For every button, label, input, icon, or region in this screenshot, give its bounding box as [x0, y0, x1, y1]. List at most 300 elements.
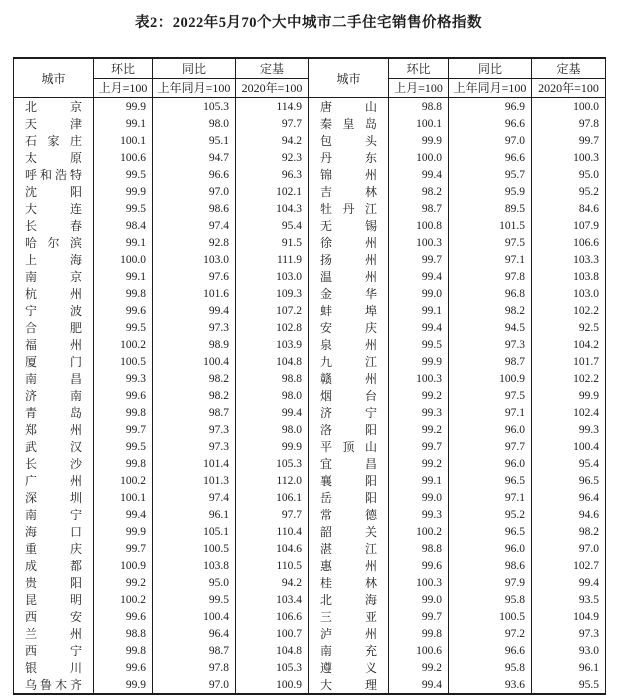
- city-name-cell: [14, 659, 94, 676]
- index-value-cell: 97.2: [449, 625, 532, 642]
- table-row: [14, 642, 606, 659]
- table-row: [14, 659, 606, 676]
- city-name: 赣州: [320, 372, 377, 386]
- city-name: 秦皇岛: [320, 117, 377, 131]
- city-name: 蚌埠: [320, 304, 377, 318]
- index-value-cell: 99.3: [389, 506, 449, 523]
- header-fixed-base-right: 2020年=100: [532, 78, 606, 98]
- city-name-cell: [309, 353, 389, 370]
- city-name: 合肥: [25, 321, 82, 335]
- city-name: 泉州: [320, 338, 377, 352]
- index-value-cell: 97.1: [449, 251, 532, 268]
- city-name-cell: [309, 251, 389, 268]
- header-fixed-right: 定基: [532, 58, 606, 78]
- index-value-cell: 99.3: [532, 421, 606, 438]
- index-value-cell: 98.8: [236, 370, 309, 387]
- city-name: 兰州: [25, 627, 82, 641]
- index-value-cell: 95.7: [449, 166, 532, 183]
- city-name-cell: [309, 642, 389, 659]
- city-name: 北海: [320, 593, 377, 607]
- index-value-cell: 114.9: [236, 98, 309, 116]
- index-value-cell: 99.0: [389, 489, 449, 506]
- city-name-cell: [14, 455, 94, 472]
- index-value-cell: 100.0: [94, 251, 153, 268]
- index-value-cell: 100.3: [532, 149, 606, 166]
- index-value-cell: 100.4: [532, 438, 606, 455]
- index-value-cell: 99.2: [389, 387, 449, 404]
- header-yoy-right: 同比: [449, 58, 532, 78]
- index-value-cell: 101.4: [153, 455, 236, 472]
- index-value-cell: 99.8: [389, 625, 449, 642]
- index-value-cell: 97.7: [449, 438, 532, 455]
- city-name-cell: [14, 217, 94, 234]
- index-value-cell: 96.4: [532, 489, 606, 506]
- table-row: [14, 591, 606, 608]
- index-value-cell: 99.9: [389, 132, 449, 149]
- index-value-cell: 96.5: [449, 523, 532, 540]
- index-value-cell: 106.6: [236, 608, 309, 625]
- index-value-cell: 105.3: [236, 659, 309, 676]
- index-value-cell: 104.2: [532, 336, 606, 353]
- index-value-cell: 93.0: [532, 642, 606, 659]
- index-value-cell: 102.7: [532, 557, 606, 574]
- city-name-cell: [14, 200, 94, 217]
- city-name: 包头: [320, 134, 377, 148]
- table-row: [14, 455, 606, 472]
- city-name-cell: [14, 642, 94, 659]
- index-value-cell: 97.3: [153, 438, 236, 455]
- table-row: [14, 319, 606, 336]
- index-value-cell: 100.2: [94, 336, 153, 353]
- city-name: 杭州: [25, 287, 82, 301]
- table-row: [14, 234, 606, 251]
- index-value-cell: 98.2: [153, 387, 236, 404]
- header-yoy-base-left: 上年同月=100: [153, 78, 236, 98]
- index-value-cell: 99.3: [94, 370, 153, 387]
- city-name: 温州: [320, 270, 377, 284]
- city-name-cell: [309, 132, 389, 149]
- index-value-cell: 97.3: [532, 625, 606, 642]
- index-value-cell: 98.6: [449, 557, 532, 574]
- city-name-cell: [14, 370, 94, 387]
- city-name-cell: [309, 472, 389, 489]
- index-value-cell: 91.5: [236, 234, 309, 251]
- index-value-cell: 104.8: [236, 642, 309, 659]
- city-name-cell: [14, 523, 94, 540]
- city-name: 西宁: [25, 644, 82, 658]
- index-value-cell: 101.5: [449, 217, 532, 234]
- index-value-cell: 99.1: [94, 115, 153, 132]
- index-value-cell: 99.5: [153, 591, 236, 608]
- city-name: 唐山: [320, 100, 377, 114]
- index-value-cell: 99.6: [94, 608, 153, 625]
- index-value-cell: 84.6: [532, 200, 606, 217]
- table-row: [14, 489, 606, 506]
- index-value-cell: 95.4: [532, 455, 606, 472]
- index-value-cell: 99.2: [389, 455, 449, 472]
- table-row: [14, 98, 606, 116]
- city-name: 大理: [320, 678, 377, 692]
- city-name: 常德: [320, 508, 377, 522]
- index-value-cell: 100.5: [449, 608, 532, 625]
- city-name-cell: [309, 659, 389, 676]
- city-name-cell: [14, 540, 94, 557]
- index-value-cell: 99.8: [94, 285, 153, 302]
- index-value-cell: 103.9: [236, 336, 309, 353]
- table-row: [14, 268, 606, 285]
- city-name: 南昌: [25, 372, 82, 386]
- index-value-cell: 99.9: [94, 98, 153, 116]
- table-row: [14, 574, 606, 591]
- table-row: [14, 336, 606, 353]
- city-name-cell: [14, 251, 94, 268]
- table-row: [14, 625, 606, 642]
- index-value-cell: 96.1: [532, 659, 606, 676]
- city-name: 上海: [25, 253, 82, 267]
- city-name-cell: [14, 472, 94, 489]
- index-value-cell: 99.7: [94, 540, 153, 557]
- index-value-cell: 99.4: [236, 404, 309, 421]
- index-value-cell: 99.0: [389, 591, 449, 608]
- index-value-cell: 97.0: [449, 132, 532, 149]
- index-value-cell: 100.0: [532, 98, 606, 116]
- table-body: [14, 98, 606, 695]
- index-value-cell: 97.9: [449, 574, 532, 591]
- index-value-cell: 96.5: [532, 472, 606, 489]
- index-value-cell: 103.4: [236, 591, 309, 608]
- city-name: 南宁: [25, 508, 82, 522]
- city-name: 乌鲁木齐: [25, 678, 82, 692]
- index-value-cell: 97.7: [236, 506, 309, 523]
- city-name-cell: [309, 115, 389, 132]
- city-name: 遵义: [320, 661, 377, 675]
- index-value-cell: 98.4: [94, 217, 153, 234]
- header-mom-right: 环比: [389, 58, 449, 78]
- index-value-cell: 102.1: [236, 183, 309, 200]
- index-value-cell: 99.4: [153, 302, 236, 319]
- city-name-cell: [309, 217, 389, 234]
- index-value-cell: 97.5: [449, 387, 532, 404]
- index-value-cell: 99.0: [389, 285, 449, 302]
- index-value-cell: 98.7: [389, 200, 449, 217]
- index-value-cell: 100.9: [449, 370, 532, 387]
- city-name-cell: [14, 608, 94, 625]
- index-value-cell: 95.2: [449, 506, 532, 523]
- table-row: [14, 404, 606, 421]
- table-row: [14, 370, 606, 387]
- index-value-cell: 98.0: [153, 115, 236, 132]
- city-name-cell: [309, 438, 389, 455]
- city-name: 沈阳: [25, 185, 82, 199]
- index-value-cell: 99.6: [94, 387, 153, 404]
- header-fixed-base-left: 2020年=100: [236, 78, 309, 98]
- index-value-cell: 99.9: [389, 353, 449, 370]
- index-value-cell: 102.2: [532, 370, 606, 387]
- city-name: 九江: [320, 355, 377, 369]
- city-name: 吉林: [320, 185, 377, 199]
- index-value-cell: 96.9: [449, 98, 532, 116]
- index-value-cell: 99.2: [389, 421, 449, 438]
- city-name: 武汉: [25, 440, 82, 454]
- index-value-cell: 99.9: [94, 523, 153, 540]
- index-value-cell: 100.3: [389, 574, 449, 591]
- index-value-cell: 100.3: [389, 370, 449, 387]
- index-value-cell: 97.8: [532, 115, 606, 132]
- city-name-cell: [309, 523, 389, 540]
- city-name-cell: [309, 625, 389, 642]
- header-mom-left: 环比: [94, 58, 153, 78]
- city-name: 宜昌: [320, 457, 377, 471]
- header-city-right: 城市: [309, 58, 389, 98]
- index-value-cell: 97.8: [153, 659, 236, 676]
- index-value-cell: 98.8: [389, 98, 449, 116]
- index-value-cell: 98.6: [153, 200, 236, 217]
- page-title: 表2：2022年5月70个大中城市二手住宅销售价格指数: [135, 15, 482, 31]
- city-name-cell: [14, 421, 94, 438]
- index-value-cell: 100.5: [94, 353, 153, 370]
- index-value-cell: 100.6: [94, 149, 153, 166]
- table-row: [14, 353, 606, 370]
- index-value-cell: 100.8: [389, 217, 449, 234]
- index-value-cell: 96.6: [153, 166, 236, 183]
- index-value-cell: 96.0: [449, 421, 532, 438]
- index-value-cell: 98.8: [389, 540, 449, 557]
- index-value-cell: 96.6: [449, 642, 532, 659]
- index-value-cell: 96.6: [449, 149, 532, 166]
- city-name: 扬州: [320, 253, 377, 267]
- index-value-cell: 102.2: [532, 302, 606, 319]
- index-value-cell: 96.6: [449, 115, 532, 132]
- index-value-cell: 89.5: [449, 200, 532, 217]
- index-value-cell: 105.3: [236, 455, 309, 472]
- table-row: [14, 183, 606, 200]
- index-value-cell: 99.1: [389, 302, 449, 319]
- city-name: 三亚: [320, 610, 377, 624]
- city-name: 襄阳: [320, 474, 377, 488]
- index-value-cell: 94.6: [532, 506, 606, 523]
- index-value-cell: 99.5: [389, 336, 449, 353]
- index-value-cell: 97.8: [449, 268, 532, 285]
- city-name: 金华: [320, 287, 377, 301]
- city-name-cell: [309, 404, 389, 421]
- index-value-cell: 96.0: [449, 455, 532, 472]
- index-value-cell: 99.1: [94, 268, 153, 285]
- city-name: 厦门: [25, 355, 82, 369]
- index-value-cell: 99.4: [389, 319, 449, 336]
- index-value-cell: 99.7: [389, 251, 449, 268]
- table-row: [14, 200, 606, 217]
- index-value-cell: 97.1: [449, 489, 532, 506]
- index-value-cell: 99.2: [389, 659, 449, 676]
- header-yoy-left: 同比: [153, 58, 236, 78]
- index-value-cell: 100.2: [94, 591, 153, 608]
- city-name-cell: [14, 404, 94, 421]
- city-name-cell: [14, 591, 94, 608]
- index-value-cell: 97.3: [449, 336, 532, 353]
- index-value-cell: 104.3: [236, 200, 309, 217]
- city-name: 昆明: [25, 593, 82, 607]
- city-name-cell: [309, 591, 389, 608]
- index-value-cell: 103.3: [532, 251, 606, 268]
- index-value-cell: 110.4: [236, 523, 309, 540]
- city-name: 青岛: [25, 406, 82, 420]
- index-value-cell: 100.3: [389, 234, 449, 251]
- table-row: [14, 608, 606, 625]
- city-name: 桂林: [320, 576, 377, 590]
- index-value-cell: 94.2: [236, 132, 309, 149]
- table-row: [14, 285, 606, 302]
- city-name-cell: [309, 166, 389, 183]
- city-name: 贵阳: [25, 576, 82, 590]
- index-value-cell: 101.7: [532, 353, 606, 370]
- city-name: 呼和浩特: [25, 168, 82, 182]
- index-value-cell: 107.2: [236, 302, 309, 319]
- city-name-cell: [14, 234, 94, 251]
- city-name: 北京: [25, 100, 82, 114]
- header-fixed-left: 定基: [236, 58, 309, 78]
- city-name-cell: [14, 285, 94, 302]
- table-row: [14, 217, 606, 234]
- city-name-cell: [309, 608, 389, 625]
- index-value-cell: 97.3: [153, 319, 236, 336]
- city-name-cell: [309, 183, 389, 200]
- index-value-cell: 99.9: [94, 676, 153, 694]
- index-value-cell: 97.0: [153, 676, 236, 694]
- index-value-cell: 95.8: [449, 659, 532, 676]
- index-value-cell: 100.4: [153, 608, 236, 625]
- city-name-cell: [309, 149, 389, 166]
- index-value-cell: 96.4: [153, 625, 236, 642]
- city-name: 银川: [25, 661, 82, 675]
- city-name-cell: [309, 557, 389, 574]
- city-name: 济宁: [320, 406, 377, 420]
- index-value-cell: 94.7: [153, 149, 236, 166]
- index-value-cell: 96.5: [449, 472, 532, 489]
- city-name: 丹东: [320, 151, 377, 165]
- city-name-cell: [14, 336, 94, 353]
- index-value-cell: 99.8: [94, 642, 153, 659]
- index-value-cell: 104.9: [532, 608, 606, 625]
- table-row: [14, 540, 606, 557]
- city-name: 南充: [320, 644, 377, 658]
- city-name: 南京: [25, 270, 82, 284]
- table-row: [14, 132, 606, 149]
- index-value-cell: 99.2: [94, 574, 153, 591]
- city-name-cell: [14, 166, 94, 183]
- index-value-cell: 99.1: [389, 472, 449, 489]
- city-name: 湛江: [320, 542, 377, 556]
- city-name: 安庆: [320, 321, 377, 335]
- city-name-cell: [309, 98, 389, 116]
- index-value-cell: 100.1: [94, 132, 153, 149]
- index-value-cell: 99.1: [94, 234, 153, 251]
- city-name-cell: [14, 676, 94, 694]
- table-row: [14, 302, 606, 319]
- city-name: 西安: [25, 610, 82, 624]
- index-value-cell: 100.6: [389, 642, 449, 659]
- index-value-cell: 92.3: [236, 149, 309, 166]
- index-value-cell: 98.2: [153, 370, 236, 387]
- index-value-cell: 96.1: [153, 506, 236, 523]
- index-value-cell: 99.7: [389, 608, 449, 625]
- index-value-cell: 99.5: [94, 166, 153, 183]
- city-name: 岳阳: [320, 491, 377, 505]
- city-name: 广州: [25, 474, 82, 488]
- index-value-cell: 98.7: [153, 642, 236, 659]
- city-name: 福州: [25, 338, 82, 352]
- index-value-cell: 100.9: [236, 676, 309, 694]
- city-name-cell: [309, 489, 389, 506]
- table-row: [14, 438, 606, 455]
- city-name: 平顶山: [320, 440, 377, 454]
- index-value-cell: 99.4: [389, 166, 449, 183]
- city-name-cell: [14, 183, 94, 200]
- index-value-cell: 99.5: [94, 438, 153, 455]
- city-name-cell: [309, 506, 389, 523]
- index-value-cell: 97.7: [236, 115, 309, 132]
- index-value-cell: 98.0: [236, 387, 309, 404]
- index-value-cell: 95.1: [153, 132, 236, 149]
- city-name-cell: [14, 557, 94, 574]
- table-row: [14, 149, 606, 166]
- index-value-cell: 105.1: [153, 523, 236, 540]
- index-value-cell: 99.4: [389, 268, 449, 285]
- index-value-cell: 100.2: [389, 523, 449, 540]
- index-value-cell: 98.0: [236, 421, 309, 438]
- index-value-cell: 100.9: [94, 557, 153, 574]
- index-value-cell: 96.8: [449, 285, 532, 302]
- city-name-cell: [309, 200, 389, 217]
- city-name-cell: [309, 455, 389, 472]
- index-value-cell: 99.5: [94, 319, 153, 336]
- index-value-cell: 96.0: [449, 540, 532, 557]
- index-value-cell: 95.2: [532, 183, 606, 200]
- city-name-cell: [309, 540, 389, 557]
- index-value-cell: 98.9: [153, 336, 236, 353]
- index-value-cell: 97.1: [449, 404, 532, 421]
- index-value-cell: 100.7: [236, 625, 309, 642]
- index-value-cell: 104.6: [236, 540, 309, 557]
- index-value-cell: 99.4: [389, 676, 449, 694]
- index-value-cell: 100.5: [153, 540, 236, 557]
- city-name: 郑州: [25, 423, 82, 437]
- city-name-cell: [14, 574, 94, 591]
- index-value-cell: 111.9: [236, 251, 309, 268]
- index-value-cell: 107.9: [532, 217, 606, 234]
- city-name-cell: [14, 302, 94, 319]
- index-value-cell: 97.6: [153, 268, 236, 285]
- table-row: [14, 506, 606, 523]
- city-name-cell: [309, 285, 389, 302]
- table-row: [14, 115, 606, 132]
- index-value-cell: 99.9: [94, 183, 153, 200]
- index-value-cell: 94.2: [236, 574, 309, 591]
- index-value-cell: 95.0: [153, 574, 236, 591]
- city-name: 无锡: [320, 219, 377, 233]
- index-value-cell: 99.8: [94, 455, 153, 472]
- table-header: [14, 58, 606, 98]
- index-value-cell: 99.7: [94, 421, 153, 438]
- index-value-cell: 98.2: [449, 302, 532, 319]
- city-name-cell: [14, 132, 94, 149]
- city-name: 烟台: [320, 389, 377, 403]
- index-value-cell: 96.3: [236, 166, 309, 183]
- city-name-cell: [309, 336, 389, 353]
- city-name: 成都: [25, 559, 82, 573]
- index-value-cell: 97.3: [153, 421, 236, 438]
- index-value-cell: 103.0: [532, 285, 606, 302]
- city-name: 大连: [25, 202, 82, 216]
